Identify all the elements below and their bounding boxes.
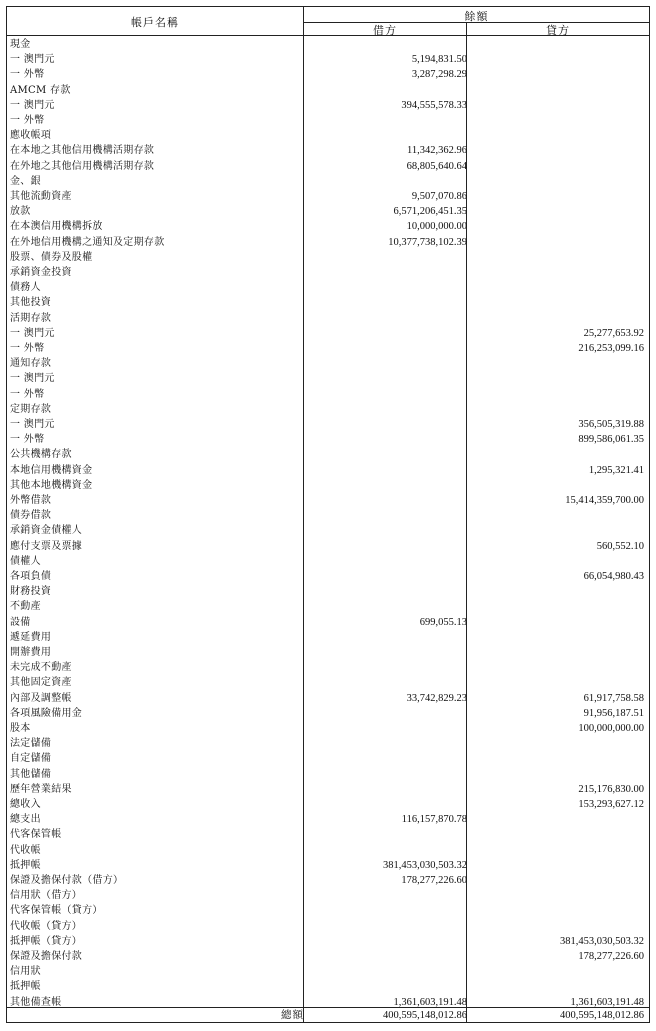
- credit-amount: 178,277,226.60: [578, 951, 644, 962]
- account-name: 各項風險備用金: [10, 707, 83, 719]
- header-credit: 貸方: [546, 24, 570, 37]
- credit-amount: 216,253,099.16: [578, 343, 644, 354]
- account-name: 內部及調整帳: [10, 692, 72, 704]
- account-name: 一 澳門元: [10, 373, 55, 385]
- account-name: 未完成不動產: [10, 662, 72, 674]
- ledger-row: [7, 645, 649, 660]
- debit-amount: 3,287,298.29: [411, 69, 467, 81]
- ledger-row: [7, 417, 649, 432]
- account-name: 總收入: [10, 799, 41, 810]
- credit-amount: 381,453,030,503.32: [560, 935, 644, 947]
- account-name: AMCM 存款: [10, 84, 71, 96]
- ledger-row: [7, 235, 649, 250]
- account-name: 代收帳: [10, 844, 41, 856]
- debit-amount: 381,453,030,503.32: [383, 859, 467, 871]
- account-name: 保證及擔保付款（借方）: [10, 875, 124, 886]
- ledger-row: [7, 402, 649, 417]
- ledger-row: [7, 189, 649, 204]
- ledger-row: [7, 265, 649, 280]
- ledger-row: [7, 523, 649, 538]
- account-name: 放款: [10, 206, 31, 218]
- ledger-row: [7, 584, 649, 599]
- ledger-row: [7, 812, 649, 827]
- account-name: 公共機構存款: [10, 449, 72, 461]
- ledger-row: [7, 782, 649, 797]
- account-name: 股本: [10, 723, 31, 734]
- ledger-row: [7, 52, 649, 67]
- ledger-row: [7, 979, 649, 994]
- ledger-row: [7, 371, 649, 386]
- account-name: 股票、債券及股權: [10, 251, 93, 263]
- account-name: 在本地之其他信用機構活期存款: [10, 145, 155, 157]
- credit-amount: 899,586,061.35: [578, 434, 644, 446]
- ledger-row: [7, 280, 649, 295]
- credit-amount: 1,295,321.41: [588, 464, 644, 476]
- ledger-row: [7, 751, 649, 766]
- ledger-row: [7, 964, 649, 979]
- account-name: 自定儲備: [10, 753, 52, 765]
- ledger-row: [7, 949, 649, 964]
- ledger-row: [7, 569, 649, 584]
- account-name: 應收帳項: [10, 130, 52, 142]
- account-name: 遞延費用: [10, 631, 52, 643]
- account-name: 定期存款: [10, 403, 52, 415]
- account-name: 總支出: [10, 814, 41, 826]
- account-name: 其他流動資產: [10, 191, 72, 202]
- ledger-row: [7, 341, 649, 356]
- ledger-row: [7, 387, 649, 402]
- account-name: 代收帳（貸方）: [10, 920, 83, 932]
- ledger-row: [7, 919, 649, 934]
- credit-amount: 153,293,627.12: [578, 799, 644, 810]
- ledger-row: [7, 995, 649, 1010]
- ledger-row: [7, 873, 649, 888]
- account-name: 一 外幣: [10, 115, 45, 126]
- account-name: 應付支票及票據: [10, 540, 83, 552]
- ledger-row: [7, 295, 649, 310]
- account-name: 信用狀（借方）: [10, 890, 83, 902]
- ledger-row: [7, 67, 649, 82]
- total-credit: 400,595,148,012.86: [560, 1010, 644, 1021]
- account-name: 一 外幣: [10, 69, 45, 81]
- ledger-row: [7, 706, 649, 721]
- debit-amount: 9,507,070.86: [411, 191, 467, 202]
- ledger-row: [7, 447, 649, 462]
- debit-amount: 116,157,870.78: [401, 814, 467, 826]
- ledger-row: [7, 660, 649, 675]
- debit-amount: 178,277,226.60: [401, 875, 467, 886]
- ledger-row: [7, 675, 649, 690]
- account-name: 各項負債: [10, 571, 52, 582]
- debit-amount: 33,742,829.23: [406, 692, 467, 704]
- account-name: 信用狀: [10, 966, 41, 978]
- account-name: 其他備查帳: [10, 996, 62, 1008]
- debit-amount: 6,571,206,451.35: [393, 206, 467, 218]
- account-name: 其他固定資產: [10, 677, 72, 689]
- ledger-row: [7, 767, 649, 782]
- header-balance: 餘額: [464, 10, 489, 23]
- ledger-row: [7, 83, 649, 98]
- ledger-row: [7, 326, 649, 341]
- credit-amount: 560,552.10: [596, 540, 644, 552]
- ledger-row: [7, 113, 649, 128]
- debit-amount: 11,342,362.96: [407, 145, 467, 157]
- account-name: 歷年營業結果: [10, 783, 72, 795]
- credit-amount: 15,414,359,700.00: [565, 495, 644, 506]
- ledger-row: [7, 888, 649, 903]
- credit-amount: 215,176,830.00: [578, 783, 644, 795]
- account-name: 債權人: [10, 555, 41, 567]
- ledger-row: [7, 630, 649, 645]
- account-name: 其他投資: [10, 297, 52, 309]
- ledger-row: [7, 858, 649, 873]
- account-name: 代客保管帳（貸方）: [10, 905, 103, 917]
- ledger-row: [7, 432, 649, 447]
- account-name: 承銷資金債權人: [10, 525, 83, 537]
- account-name: 本地信用機構資金: [10, 464, 93, 476]
- account-name: 抵押帳: [10, 981, 41, 993]
- account-name: 外幣借款: [10, 495, 52, 506]
- ledger-row: [7, 721, 649, 736]
- ledger-row: [7, 903, 649, 918]
- ledger-row: [7, 493, 649, 508]
- trial-balance-table: [6, 6, 650, 1023]
- credit-amount: 1,361,603,191.48: [570, 996, 644, 1008]
- account-name: 金、銀: [10, 175, 41, 187]
- account-name: 一 外幣: [10, 343, 45, 354]
- account-name: 保證及擔保付款: [10, 951, 83, 962]
- total-label: 總額: [281, 1009, 304, 1021]
- total-debit: 400,595,148,012.86: [383, 1010, 467, 1021]
- account-name: 在本澳信用機構拆放: [10, 221, 103, 233]
- account-name: 抵押帳（貸方）: [10, 935, 83, 947]
- account-name: 一 澳門元: [10, 99, 55, 111]
- account-name: 一 外幣: [10, 434, 45, 446]
- account-name: 一 澳門元: [10, 327, 55, 339]
- debit-amount: 394,555,578.33: [401, 99, 467, 111]
- account-name: 債務人: [10, 282, 41, 294]
- ledger-row: [7, 736, 649, 751]
- header-account-name: 帳戶名稱: [131, 16, 179, 29]
- ledger-row: [7, 843, 649, 858]
- ledger-row: [7, 691, 649, 706]
- account-name: 活期存款: [10, 312, 52, 324]
- account-name: 債券借款: [10, 510, 52, 522]
- ledger-row: [7, 219, 649, 234]
- total-row: [7, 1009, 649, 1022]
- account-name: 其他本地機構資金: [10, 479, 93, 491]
- debit-amount: 699,055.13: [419, 616, 467, 628]
- ledger-row: [7, 143, 649, 158]
- account-name: 在外地之其他信用機構活期存款: [10, 160, 155, 172]
- account-name: 代客保管帳: [10, 829, 62, 841]
- credit-amount: 356,505,319.88: [578, 419, 644, 430]
- account-name: 承銷資金投資: [10, 267, 72, 278]
- ledger-row: [7, 508, 649, 523]
- account-name: 通知存款: [10, 358, 52, 370]
- ledger-row: [7, 174, 649, 189]
- ledger-row: [7, 615, 649, 630]
- debit-amount: 68,805,640.64: [406, 160, 467, 172]
- ledger-row: [7, 539, 649, 554]
- credit-amount: 91,956,187.51: [583, 707, 644, 719]
- account-name: 財務投資: [10, 586, 52, 598]
- account-name: 其他儲備: [10, 768, 52, 780]
- account-name: 不動產: [10, 601, 41, 613]
- debit-amount: 10,000,000.00: [406, 221, 467, 233]
- ledger-row: [7, 478, 649, 493]
- debit-amount: 5,194,831.50: [411, 54, 467, 66]
- ledger-row: [7, 827, 649, 842]
- credit-amount: 100,000,000.00: [578, 723, 644, 734]
- ledger-row: [7, 37, 649, 52]
- account-name: 抵押帳: [10, 859, 41, 871]
- ledger-row: [7, 98, 649, 113]
- account-name: 一 澳門元: [10, 54, 55, 66]
- credit-amount: 66,054,980.43: [583, 571, 644, 582]
- credit-amount: 61,917,758.58: [583, 692, 644, 704]
- ledger-row: [7, 554, 649, 569]
- debit-amount: 1,361,603,191.48: [393, 996, 467, 1008]
- header-debit: 借方: [373, 24, 397, 37]
- account-name: 一 澳門元: [10, 419, 55, 430]
- ledger-row: [7, 204, 649, 219]
- ledger-row: [7, 599, 649, 614]
- ledger-row: [7, 463, 649, 478]
- account-name: 現金: [10, 39, 31, 50]
- ledger-row: [7, 356, 649, 371]
- account-name: 在外地信用機構之通知及定期存款: [10, 236, 165, 248]
- ledger-row: [7, 128, 649, 143]
- ledger-row: [7, 934, 649, 949]
- account-name: 開辦費用: [10, 647, 52, 658]
- account-name: 一 外幣: [10, 388, 45, 400]
- ledger-row: [7, 250, 649, 265]
- ledger-row: [7, 797, 649, 812]
- ledger-row: [7, 311, 649, 326]
- ledger-row: [7, 159, 649, 174]
- credit-amount: 25,277,653.92: [583, 327, 644, 339]
- account-name: 設備: [10, 616, 31, 628]
- debit-amount: 10,377,738,102.39: [388, 236, 467, 248]
- account-name: 法定儲備: [10, 738, 52, 750]
